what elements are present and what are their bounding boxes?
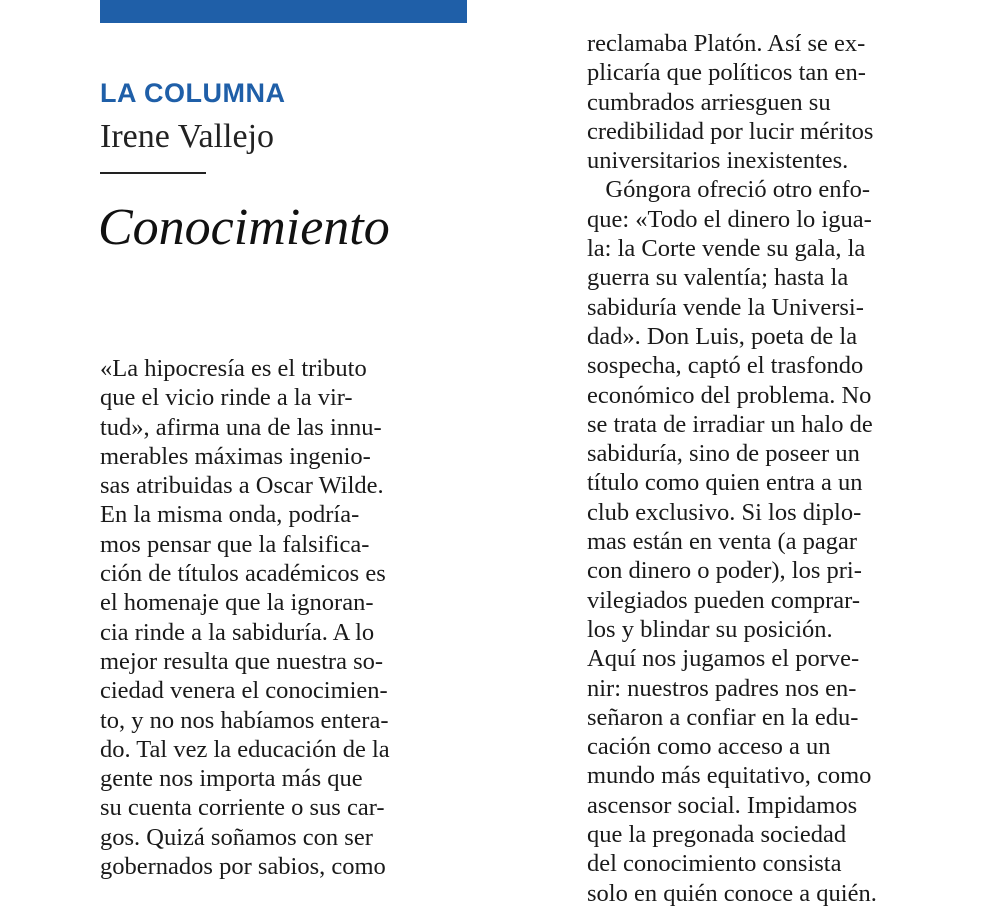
text-line: solo en quién conoce a quién. (587, 879, 877, 907)
text-line: En la misma onda, podría- (100, 501, 360, 529)
text-line: reclamaba Platón. Así se ex- (587, 30, 866, 57)
text-line: cumbrados arriesguen su (587, 88, 831, 116)
top-accent-bar (100, 0, 467, 23)
text-line: tud», afirma una de las innu- (100, 413, 382, 441)
text-line: sabiduría, sino de poseer un (587, 440, 860, 468)
text-line: que el vicio rinde a la vir- (100, 384, 353, 412)
text-line: mos pensar que la falsifica- (100, 530, 370, 558)
text-line: mas están en venta (a pagar (587, 528, 858, 556)
author-divider (100, 172, 206, 174)
article-headline: Conocimiento (98, 199, 390, 256)
text-line: dad». Don Luis, poeta de la (587, 322, 858, 350)
text-line: Aquí nos jugamos el porve- (587, 645, 860, 673)
article-column-right (587, 29, 947, 908)
text-line: ción de títulos académicos es (100, 560, 386, 588)
text-line: gobernados por sabios, como (100, 853, 386, 881)
text-line: con dinero o poder), los pri- (587, 557, 862, 585)
text-line: señaron a confiar en la edu- (587, 703, 859, 731)
text-line: guerra su valentía; hasta la (587, 264, 849, 292)
text-line: que la pregonada sociedad (587, 821, 847, 849)
text-line: Góngora ofreció otro enfo- (587, 176, 871, 204)
text-line: credibilidad por lucir méritos (587, 117, 874, 145)
text-line: mundo más equitativo, como (587, 762, 872, 790)
text-line: sabiduría vende la Universi- (587, 293, 864, 321)
section-label: LA COLUMNA (100, 78, 286, 108)
text-line: del conocimiento consista (587, 850, 842, 878)
text-line: to, y no nos habíamos entera- (100, 706, 389, 734)
text-line: gos. Quizá soñamos con ser (100, 823, 373, 851)
text-line: su cuenta corriente o sus car- (100, 794, 385, 822)
text-line: ascensor social. Impidamos (587, 791, 858, 819)
text-line: se trata de irradiar un halo de (587, 410, 873, 438)
text-line: cación como acceso a un (587, 733, 831, 761)
article-column-left (100, 354, 460, 881)
text-line: mejor resulta que nuestra so- (100, 647, 384, 675)
text-line: cia rinde a la sabiduría. A lo (100, 618, 375, 646)
text-line: título como quien entra a un (587, 469, 863, 497)
text-line: universitarios inexistentes. (587, 147, 849, 175)
text-line: los y blindar su posición. (587, 615, 833, 643)
author-name: Irene Vallejo (100, 118, 275, 155)
text-line: do. Tal vez la educación de la (100, 735, 390, 763)
text-line: la: la Corte vende su gala, la (587, 235, 866, 263)
text-line: que: «Todo el dinero lo igua- (587, 205, 872, 233)
text-line: sas atribuidas a Oscar Wilde. (100, 472, 384, 500)
text-line: ciedad venera el conocimien- (100, 677, 388, 705)
text-line: gente nos importa más que (100, 765, 363, 793)
text-line: sospecha, captó el trasfondo (587, 352, 864, 380)
text-line: merables máximas ingenio- (100, 442, 371, 470)
text-line: económico del problema. No (587, 381, 872, 409)
text-line: nir: nuestros padres nos en- (587, 674, 857, 702)
text-line: vilegiados pueden comprar- (587, 586, 860, 614)
text-line: el homenaje que la ignoran- (100, 589, 374, 617)
text-line: plicaría que políticos tan en- (587, 59, 866, 87)
text-line: «La hipocresía es el tributo (100, 355, 367, 382)
text-line: club exclusivo. Si los diplo- (587, 498, 862, 526)
